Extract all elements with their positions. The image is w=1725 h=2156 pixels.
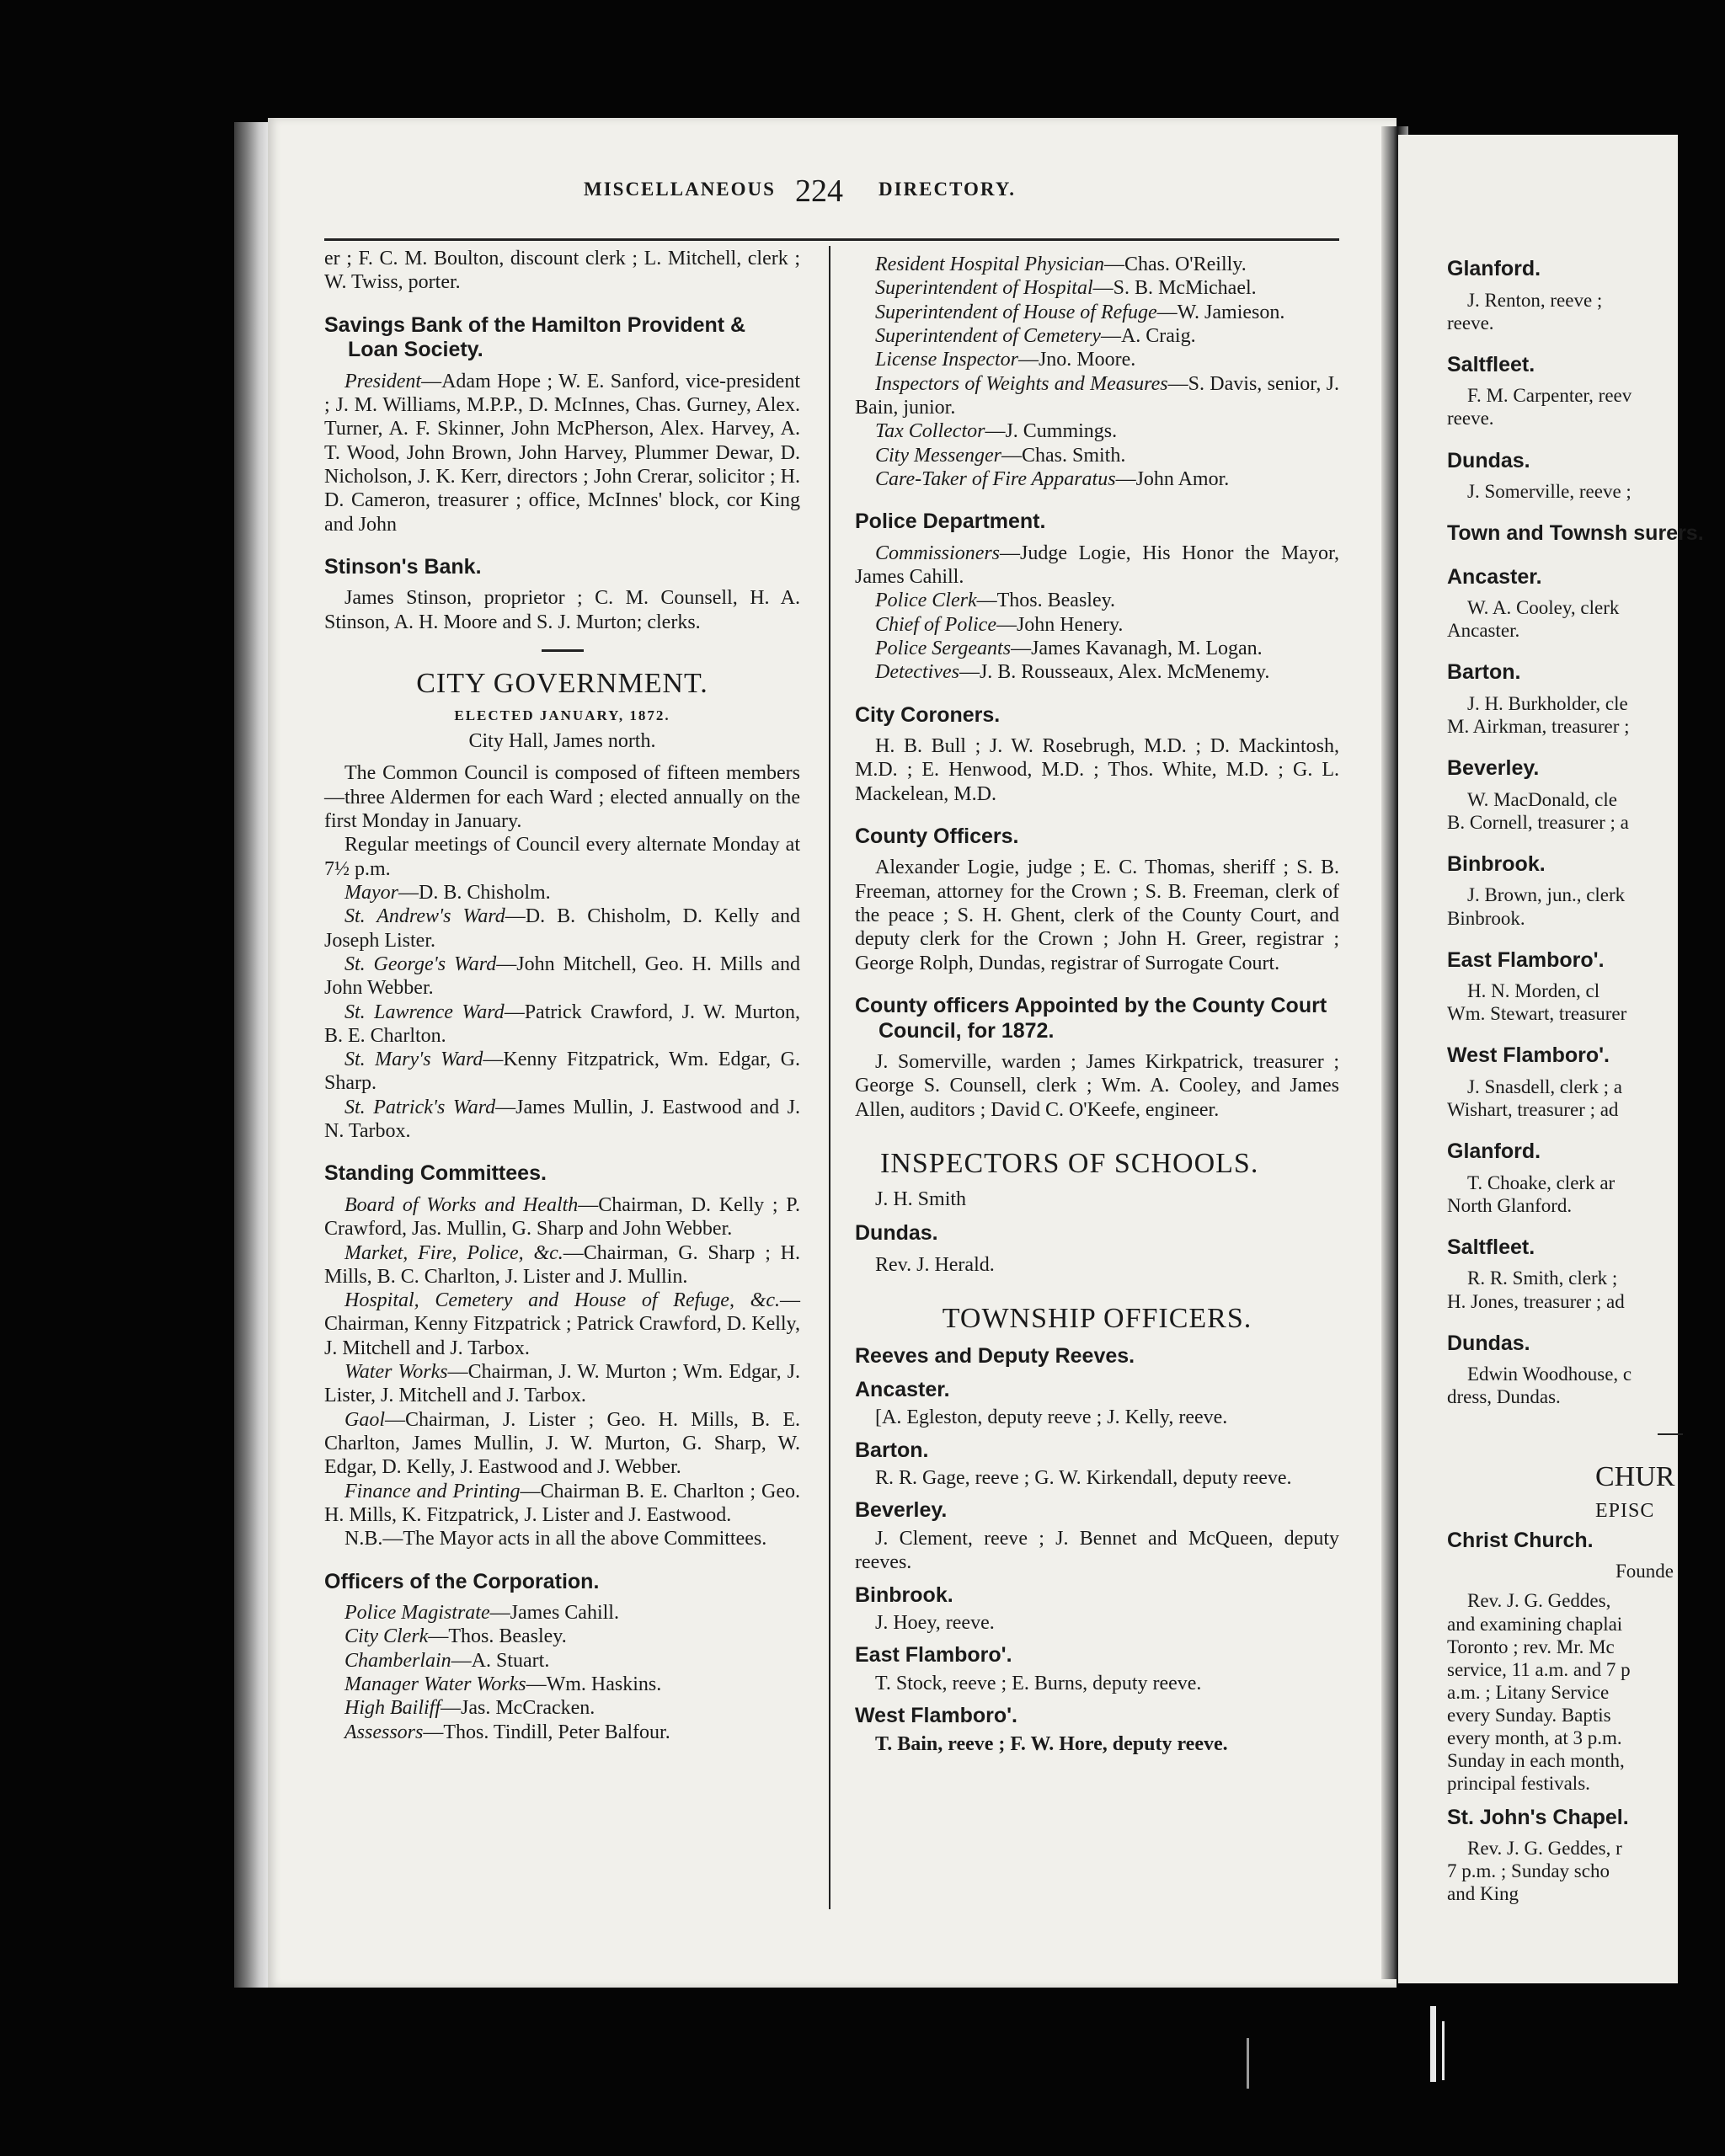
section-heading-standing-committees: Standing Committees. [324,1161,547,1186]
officer-text: —A. Stuart. [451,1649,550,1672]
officer-text: —Jas. McCracken. [441,1697,595,1720]
section-heading-reeves: Reeves and Deputy Reeves. [855,1344,1135,1369]
officer-label: Chamberlain [344,1649,451,1672]
committee-text: —Chairman, Kenny Fitzpatrick ; Patrick Crawford, D. Kelly, J. Mitchell and J. Tarbox. [324,1289,800,1359]
official-text: —John Amor. [1115,467,1230,490]
dundas-inspector: Rev. J. Herald. [875,1253,995,1276]
ward-text: —Kenny Fitzpatrick, Wm. Edgar, G. Sharp. [324,1049,800,1095]
official-label: License Inspector [875,349,1018,371]
ward-label: St. Patrick's Ward [344,1096,496,1118]
episcopal-subtitle: EPISC [1595,1500,1655,1523]
church-heading: Christ Church. [1447,1528,1594,1552]
section-heading-dundas: Dundas. [855,1221,938,1246]
township-name: West Flamboro'. [855,1704,1018,1728]
running-head-left: MISCELLANEOUS [584,179,776,200]
official-text: —Jno. Moore. [1017,349,1136,371]
church-line: every Sunday. Baptis [1447,1705,1611,1726]
official-label: City Messenger [875,444,1001,467]
ward-text: —Patrick Crawford, J. W. Murton, B. E. Charlton. [324,1001,801,1047]
column-right-partial [1447,257,1704,1905]
official-label: Superintendent of House of Refuge [875,301,1157,323]
elected-date: ELECTED JANUARY, 1872. [454,707,670,724]
clerk-line: Binbrook. [1447,907,1525,929]
county-officers-text: Alexander Logie, judge ; E. C. Thomas, sheriff ; S. B. Freeman, attorney for the Crown ; S. B. Freeman, clerk of the peace ; S. H. Ghent, clerk of the County Court, and deputy clerk for the Crown ; John H. Greer, registrar ; George Rolph, Dundas, registrar of Surrogate Court. [855,857,1339,974]
section-heading-appointed: County officers Appointed by the County Court Council, for 1872. [855,994,1327,1043]
clerk-line: T. Choake, clerk ar [1467,1171,1616,1193]
committee-note: N.B.—The Mayor acts in all the above Committees. [344,1528,767,1550]
official-text: —Chas. O'Reilly. [1103,253,1247,275]
clerk-line: Ancaster. [1447,620,1520,642]
church-line: Sunday in each month, [1447,1750,1625,1772]
township-text: R. R. Gage, reeve ; G. W. Kirkendall, deputy reeve. [875,1467,1292,1490]
officer-text: —James Cahill. [489,1602,619,1625]
committee-label: Market, Fire, Police, &c. [344,1241,563,1264]
ward-label: St. George's Ward [344,953,497,975]
officer-label: High Bailiff [344,1697,441,1720]
church-line: Rev. J. G. Geddes, [1467,1590,1611,1612]
police-text: —Judge Logie, His Honor the Mayor, James Cahill. [855,542,1339,588]
clerk-line: J. Snasdell, clerk ; a [1467,1075,1622,1097]
police-label: Police Sergeants [875,637,1012,659]
city-hall-address: City Hall, James north. [468,730,656,753]
church-line: Toronto ; rev. Mr. Mc [1447,1636,1615,1657]
township-text: T. Bain, reeve ; F. W. Hore, deputy reeve. [875,1732,1228,1755]
official-label: Superintendent of Hospital [875,277,1093,300]
page-edge-shadow [234,122,270,1988]
entry-name: Glanford. [1447,257,1541,280]
clerk-township: Binbrook. [1447,851,1546,876]
official-label: Superintendent of Cemetery [875,324,1101,347]
police-label: Detectives [875,661,959,684]
section-heading-county-officers: County Officers. [855,824,1019,848]
official-label: Care-Taker of Fire Apparatus [875,467,1116,490]
clerk-township: Beverley. [1447,756,1540,781]
church-line: service, 11 a.m. and 7 p [1447,1658,1631,1680]
official-label: Inspectors of Weights and Measures [875,372,1168,395]
section-heading-officers: Officers of the Corporation. [324,1569,600,1593]
separator [1658,1433,1683,1435]
council-meetings: Regular meetings of Council every alternate Monday at 7½ p.m. [324,834,800,880]
official-text: —J. Cummings. [985,420,1118,443]
officer-text: —Thos. Tindill, Peter Balfour. [423,1721,670,1743]
clerk-township: Barton. [1447,660,1521,685]
township-name: Barton. [855,1438,929,1462]
clerk-line: dress, Dundas. [1447,1386,1561,1408]
column-middle [855,253,1339,1756]
police-label: Commissioners [875,542,1001,564]
church-line: and examining chaplai [1447,1613,1623,1635]
coroners-text: H. B. Bull ; J. W. Rosebrugh, M.D. ; D. Mackintosh, M.D. ; E. Henwood, M.D. ; Thos. White, M.D. ; G. L. Mackelean, M.D. [855,735,1339,805]
entry-text: F. M. Carpenter, reev [1467,385,1632,407]
committee-text: —Chairman, J. Lister ; Geo. H. Mills, B. E. Charlton, James Mullin, J. W. Murton, G. Sharp, W. Edgar, D. Kelly, J. Eastwood and J. Webber. [324,1408,800,1479]
ward-text: —James Mullin, J. Eastwood and J. N. Tarbox. [324,1096,800,1143]
inspectors-title: INSPECTORS OF SCHOOLS. [880,1147,1259,1179]
clerk-line: R. R. Smith, clerk ; [1467,1267,1618,1289]
township-text: T. Stock, reeve ; E. Burns, deputy reeve. [875,1672,1202,1694]
official-label: Tax Collector [875,420,985,443]
committee-label: Finance and Printing [344,1480,521,1502]
committee-label: Gaol [344,1408,385,1431]
clerk-line: M. Airkman, treasurer ; [1447,716,1630,737]
police-label: Police Clerk [875,590,977,612]
church-title: CHUR [1595,1461,1675,1493]
official-text: —S. Davis, senior, J. Bain, junior. [855,372,1340,419]
township-name: Ancaster. [855,1377,950,1401]
officer-text: —Wm. Haskins. [526,1673,662,1696]
clerk-line: J. H. Burkholder, cle [1467,692,1628,714]
page-number: 224 [795,173,843,209]
official-text: —Chas. Smith. [1001,444,1126,467]
clerk-line: North Glanford. [1447,1194,1573,1216]
committee-text: —Chairman, D. Kelly ; P. Crawford, Jas. Mullin, G. Sharp and John Webber. [324,1193,800,1241]
church-heading: St. John's Chapel. [1447,1805,1629,1829]
column-divider [829,246,830,1909]
entry-text: reeve. [1447,408,1494,430]
section-heading-treasurers: Town and Townsh surers. [1447,521,1704,546]
ward-text: —John Mitchell, Geo. H. Mills and John Webber. [324,953,801,1000]
officer-label: Assessors [344,1721,424,1743]
township-name: Beverley. [855,1498,948,1523]
police-text: —Thos. Beasley. [976,590,1116,612]
clerk-line: J. Brown, jun., clerk [1467,884,1626,906]
section-heading-savings-bank: Savings Bank of the Hamilton Provident & Loan Society. [324,312,746,362]
township-text: J. Hoey, reeve. [875,1612,995,1635]
church-line: a.m. ; Litany Service [1447,1681,1610,1703]
committee-text: —Chairman B. E. Charlton ; Geo. H. Mills, K. Fitzpatrick, J. Lister and J. Eastwood. [324,1480,800,1526]
ward-text: —D. B. Chisholm, D. Kelly and Joseph Lister. [324,905,800,952]
township-text: J. Clement, reeve ; J. Bennet and McQueen, deputy reeves. [855,1527,1339,1574]
savings-bank-text: —Adam Hope ; W. E. Sanford, vice-president ; J. M. Williams, M.P.P., D. McInnes, Chas. Gurney, Alex. Turner, A. F. Skinner, John McPherson, Alex. Harvey, A. T. Wood, John Brown, John Harvey, Plummer Dewar, D. Nicholson, J. K. Kerr, directors ; John Crerar, solicitor ; H. D. Cameron, treasurer ; office, McInnes' block, cor King and John [324,370,800,536]
clerk-township: East Flamboro'. [1447,947,1605,972]
committee-text: —Chairman, G. Sharp ; H. Mills, B. C. Charlton, J. Lister and J. Mullin. [324,1241,801,1288]
entry-text: J. Somerville, reeve ; [1467,481,1632,502]
mayor-label: Mayor [344,881,398,904]
officer-label: Police Magistrate [344,1602,490,1625]
clerk-township: Glanford. [1447,1139,1541,1164]
clerk-township: Ancaster. [1447,564,1542,589]
entry-text: reeve. [1447,312,1494,334]
inspector-name: J. H. Smith [875,1188,967,1211]
police-text: —John Henery. [996,613,1124,636]
township-name: East Flamboro'. [855,1643,1012,1668]
church-line: principal festivals. [1447,1773,1590,1795]
running-head-right: DIRECTORY. [879,179,1016,200]
clerk-line: W. MacDonald, cle [1467,788,1617,810]
mayor-text: —D. B. Chisholm. [398,881,551,904]
township-officers-title: TOWNSHIP OFFICERS. [942,1303,1252,1335]
clerk-line: W. A. Cooley, clerk [1467,597,1620,619]
church-line: Rev. J. G. Geddes, r [1467,1838,1622,1860]
official-text: —S. B. McMichael. [1092,277,1257,300]
city-government-title: CITY GOVERNMENT. [416,667,708,699]
official-text: —A. Craig. [1100,324,1196,347]
church-line: and King [1447,1883,1519,1905]
committee-label: Hospital, Cemetery and House of Refuge, &c. [344,1289,780,1312]
official-label: Resident Hospital Physician [875,253,1104,275]
township-text: [A. Egleston, deputy reeve ; J. Kelly, reeve. [875,1406,1228,1429]
clerk-line: Wishart, treasurer ; ad [1447,1099,1619,1120]
police-label: Chief of Police [875,613,996,636]
clerk-township: Dundas. [1447,1331,1530,1355]
section-heading-coroners: City Coroners. [855,702,1001,727]
ward-label: St. Mary's Ward [344,1049,483,1071]
committee-text: —Chairman, J. W. Murton ; Wm. Edgar, J. Lister, J. Mitchell and J. Tarbox. [324,1361,800,1407]
committee-label: Board of Works and Health [344,1193,579,1216]
president-label: President [344,370,422,392]
officer-text: —Thos. Beasley. [428,1625,567,1648]
ward-label: St. Andrew's Ward [344,905,505,928]
entry-name: Dundas. [1447,448,1530,472]
council-description: The Common Council is composed of fifteen members—three Aldermen for each Ward ; elected annually on the first Monday in January. [324,762,800,833]
officer-label: City Clerk [344,1625,429,1648]
church-line: 7 p.m. ; Sunday scho [1447,1860,1610,1882]
officer-label: Manager Water Works [344,1673,526,1696]
intro-text: er ; F. C. M. Boulton, discount clerk ; L. Mitchell, clerk ; W. Twiss, porter. [324,248,800,294]
clerk-line: H. N. Morden, cl [1467,980,1600,1002]
clerk-line: B. Cornell, treasurer ; a [1447,811,1629,833]
church-line: every month, at 3 p.m. [1447,1727,1622,1749]
column-left [324,247,800,1744]
separator [542,649,584,652]
clerk-township: Saltfleet. [1447,1235,1535,1259]
clerk-line: Edwin Woodhouse, c [1467,1364,1632,1385]
ward-label: St. Lawrence Ward [344,1001,505,1023]
section-heading-police: Police Department. [855,510,1046,534]
clerk-township: West Flamboro'. [1447,1043,1610,1068]
official-text: —W. Jamieson. [1156,301,1285,323]
section-heading-stinson: Stinson's Bank. [324,554,482,579]
clerk-line: Wm. Stewart, treasurer [1447,1003,1627,1025]
police-text: —James Kavanagh, M. Logan. [1011,637,1263,659]
entry-name: Saltfleet. [1447,352,1535,376]
committee-label: Water Works [344,1361,448,1384]
township-name: Binbrook. [855,1582,953,1607]
clerk-line: H. Jones, treasurer ; ad [1447,1290,1625,1312]
appointed-text: J. Somerville, warden ; James Kirkpatrick, treasurer ; George S. Counsell, clerk ; Wm. A. Cooley, and James Allen, auditors ; David C. O'Keefe, engineer. [855,1051,1339,1121]
stinson-text: James Stinson, proprietor ; C. M. Counsell, H. A. Stinson, A. H. Moore and S. J. Murton; clerks. [324,587,800,633]
police-text: —J. B. Rousseaux, Alex. McMenemy. [959,661,1270,684]
entry-text: J. Renton, reeve ; [1467,289,1603,311]
header-rule [324,238,1339,241]
founded-text: Founde [1616,1561,1674,1582]
